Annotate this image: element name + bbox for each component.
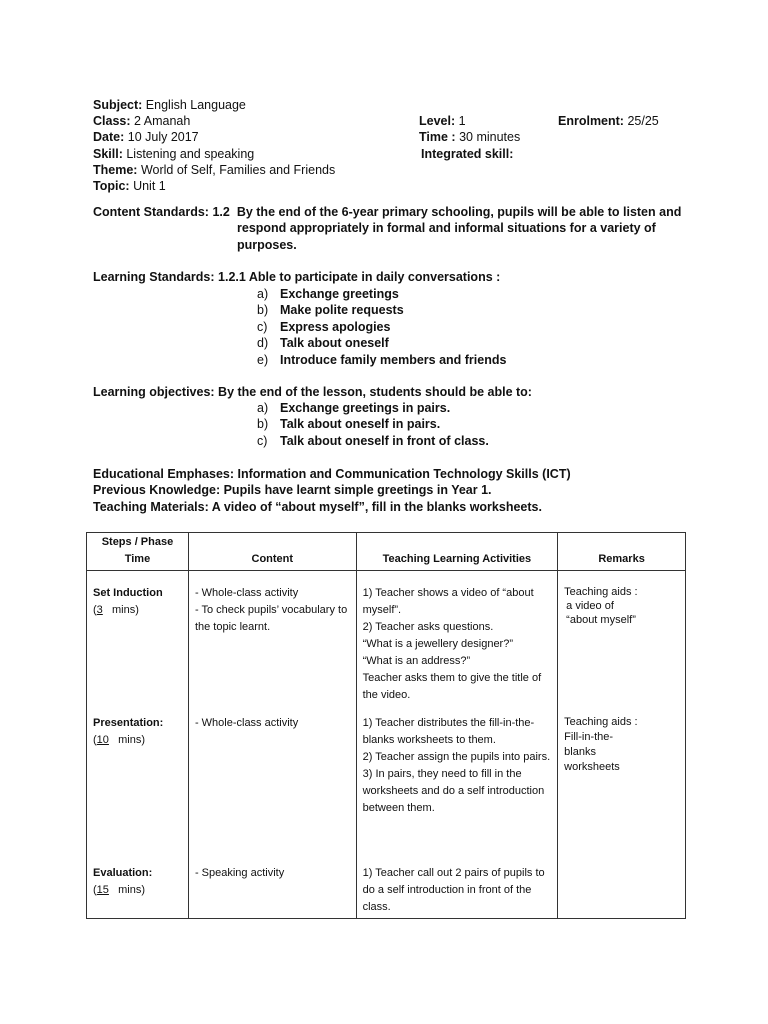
learning-objectives-list: [257, 400, 489, 449]
learning-objectives: [93, 384, 532, 400]
step-duration: [93, 602, 182, 619]
integrated-skill-line: [421, 146, 513, 162]
list-item: [257, 416, 489, 432]
integrated-skill-label: Integrated skill:: [421, 147, 514, 161]
enrolment-value: 25/25: [627, 114, 659, 128]
content-line: - Whole-class activity: [194, 716, 299, 729]
list-text: Introduce family members and friends: [280, 352, 507, 367]
level-label: Level:: [419, 114, 456, 128]
list-marker: a): [257, 287, 269, 301]
date-value: 10 July 2017: [127, 130, 199, 144]
content-line: - To check pupils’ vocabulary to the topic learnt.: [194, 604, 348, 633]
topic-label: Topic:: [93, 179, 130, 193]
enrolment-line: [558, 113, 659, 129]
table-header-row: [87, 533, 686, 571]
list-marker: b): [257, 417, 269, 432]
content-line: - Whole-class activity: [194, 587, 299, 599]
step-cell: [87, 859, 189, 919]
previous-knowledge-label: Previous Knowledge:: [93, 483, 221, 498]
lesson-plan-table: [86, 532, 686, 919]
activity-line: 2) Teacher asks questions.: [362, 621, 494, 633]
step-duration: [93, 732, 182, 749]
time-line: [419, 129, 520, 145]
paren-open: (: [93, 883, 97, 896]
content-standards-line3: purposes.: [237, 237, 297, 252]
remark-line: a video of: [566, 600, 614, 612]
theme-line: [93, 162, 335, 178]
theme-value: World of Self, Families and Friends: [140, 163, 336, 177]
activity-line: 3) In pairs, they need to fill in the worksheets and do a self introduction between them.: [362, 767, 545, 814]
list-text: Talk about oneself in pairs.: [280, 417, 441, 432]
content-line: - Speaking activity: [194, 866, 285, 879]
activity-line: “What is an address?”: [362, 655, 471, 667]
header-steps-phase-time: [87, 533, 189, 571]
skill-value: Listening and speaking: [126, 147, 255, 161]
step-cell: [87, 707, 189, 859]
step-name: Set Induction: [93, 587, 163, 599]
theme-label: Theme:: [93, 163, 138, 177]
table-row: [87, 571, 686, 707]
activity-line: 1) Teacher call out 2 pairs of pupils to do a self introduction in front of the class.: [362, 866, 545, 913]
list-marker: d): [257, 336, 269, 351]
level-value: 1: [458, 114, 466, 128]
learning-standards-label: Learning Standards:: [93, 270, 215, 284]
list-text: Express apologies: [280, 319, 391, 334]
list-item: [257, 400, 489, 416]
list-text: Talk about oneself: [280, 336, 389, 351]
remarks-cell: [558, 707, 686, 859]
content-standards-label: Content Standards:: [93, 205, 209, 219]
remark-line: Teaching aids :: [564, 715, 638, 728]
list-item: [257, 286, 506, 302]
step-name: Evaluation:: [93, 866, 153, 879]
remarks-cell: [558, 571, 686, 707]
activities-cell: [356, 859, 558, 919]
class-label: Class:: [93, 114, 131, 128]
list-text: Make polite requests: [280, 303, 404, 318]
learning-objectives-label: Learning objectives:: [93, 385, 215, 399]
duration-unit: mins): [118, 883, 145, 896]
list-item: [257, 352, 506, 368]
enrolment-label: Enrolment:: [558, 114, 624, 128]
class-value: 2 Amanah: [134, 114, 191, 128]
list-marker: c): [257, 433, 268, 448]
list-item: [257, 319, 506, 335]
activity-line: 2) Teacher assign the pupils into pairs.: [362, 750, 551, 763]
header-content: Content: [188, 533, 356, 571]
previous-knowledge-value: Pupils have learnt simple greetings in Year 1.: [223, 483, 492, 498]
duration-unit: mins): [118, 733, 145, 746]
learning-standards-list: [257, 286, 506, 368]
list-item: [257, 433, 489, 449]
learning-standards-intro: 1.2.1 Able to participate in daily conversations :: [218, 270, 501, 284]
list-item: [257, 335, 506, 351]
activity-line: “What is a jewellery designer?”: [362, 638, 513, 650]
educational-emphases-value: Information and Communication Technology Skills (ICT): [237, 467, 571, 481]
content-standards-code: 1.2: [212, 205, 230, 219]
content-cell: [188, 571, 356, 707]
remark-line: blanks: [564, 745, 596, 758]
duration-unit: mins): [111, 604, 139, 616]
list-marker: b): [257, 303, 269, 318]
time-value: 30 minutes: [459, 130, 521, 144]
topic-value: Unit 1: [133, 179, 166, 193]
teaching-materials: [93, 499, 571, 515]
subject-value: English Language: [145, 98, 246, 112]
skill-label: Skill:: [93, 147, 123, 161]
header-steps-phase: Steps / Phase: [101, 536, 174, 548]
remark-line: Teaching aids :: [564, 586, 638, 598]
class-line: [93, 113, 190, 129]
list-marker: e): [257, 352, 269, 367]
duration-value: 15: [96, 883, 109, 896]
header-remarks: Remarks: [558, 533, 686, 571]
skill-line: [93, 146, 254, 162]
list-marker: c): [257, 319, 268, 334]
table-row: [87, 859, 686, 919]
step-duration: [93, 882, 182, 899]
step-name: Presentation:: [93, 716, 164, 729]
activity-line: 1) Teacher distributes the fill-in-the-blanks worksheets to them.: [362, 716, 535, 746]
educational-emphases-label: Educational Emphases:: [93, 467, 235, 481]
topic-line: [93, 178, 166, 194]
learning-standards: [93, 269, 500, 285]
level-line: [419, 113, 466, 129]
remarks-cell: [558, 859, 686, 919]
header-activities: Teaching Learning Activities: [356, 533, 558, 571]
paren-open: (: [93, 733, 97, 746]
content-standards-line2: respond appropriately in formal and informal situations for a variety of: [237, 221, 656, 236]
list-marker: a): [257, 401, 269, 415]
content-cell: [188, 707, 356, 859]
activities-cell: [356, 707, 558, 859]
time-label: Time :: [419, 130, 456, 144]
content-standards: [93, 204, 682, 253]
list-text: Talk about oneself in front of class.: [280, 433, 489, 448]
header-time: Time: [124, 553, 151, 565]
previous-knowledge: [93, 482, 571, 498]
date-line: [93, 129, 199, 145]
list-text: Exchange greetings in pairs.: [280, 401, 451, 415]
step-cell: [87, 571, 189, 707]
activities-cell: [356, 571, 558, 707]
table-row: [87, 707, 686, 859]
list-item: [257, 302, 506, 318]
activity-line: Teacher asks them to give the title of the video.: [362, 672, 542, 701]
content-standards-line1: By the end of the 6-year primary schooling, pupils will be able to listen and: [236, 205, 682, 219]
learning-objectives-intro: By the end of the lesson, students should be able to:: [218, 385, 532, 399]
emphases: [93, 466, 571, 515]
teaching-materials-label: Teaching Materials:: [93, 499, 209, 514]
remark-line: worksheets: [564, 760, 620, 773]
subject-label: Subject:: [93, 98, 143, 112]
activity-line: 1) Teacher shows a video of “about myself”.: [362, 587, 534, 616]
paren-open: (: [93, 604, 97, 616]
educational-emphases: [93, 466, 571, 482]
teaching-materials-value: A video of “about myself”, fill in the blanks worksheets.: [211, 499, 542, 514]
subject-line: [93, 97, 246, 113]
remark-line: Fill-in-the-: [564, 730, 614, 743]
remark-line: “about myself”: [566, 614, 636, 626]
date-label: Date:: [93, 130, 125, 144]
duration-value: 10: [96, 733, 109, 746]
content-cell: [188, 859, 356, 919]
list-text: Exchange greetings: [280, 287, 399, 301]
duration-value: 3: [96, 604, 103, 616]
